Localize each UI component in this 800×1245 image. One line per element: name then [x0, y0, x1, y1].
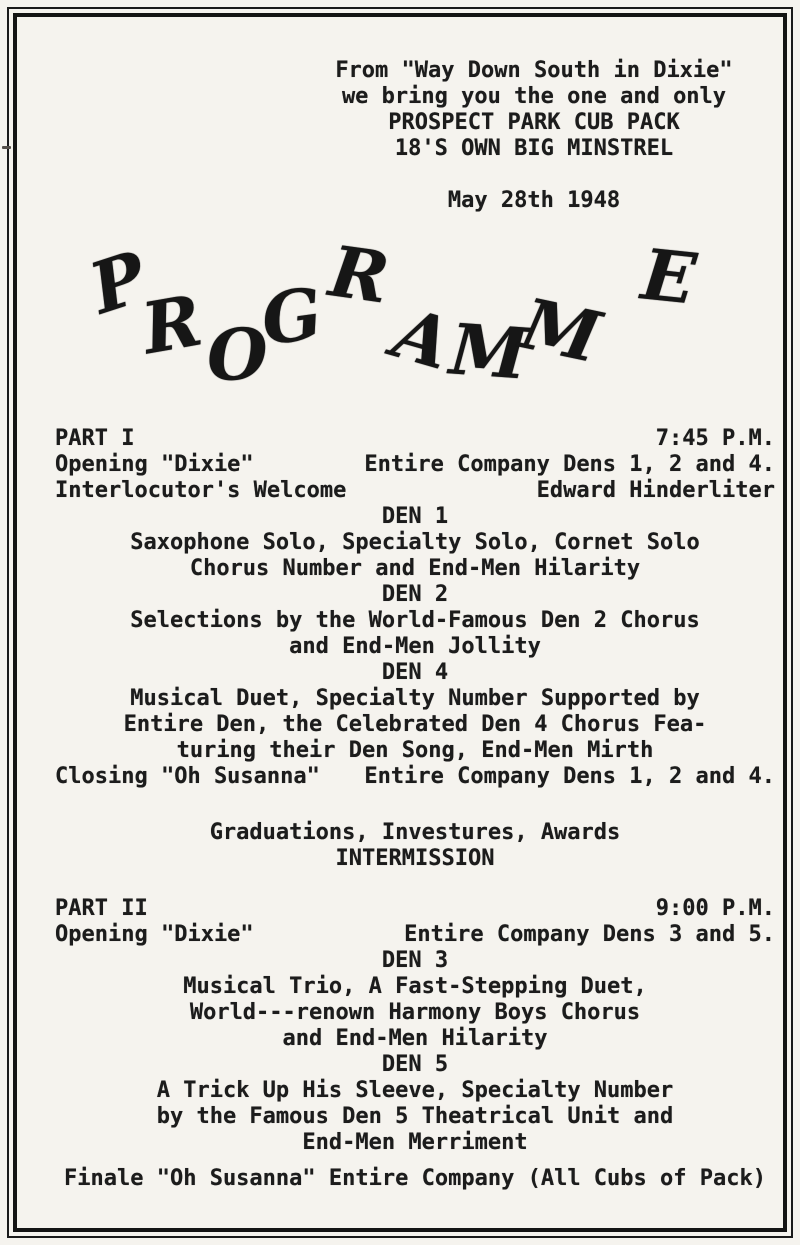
part2-opening-row [55, 922, 775, 948]
part1-closing-performers: Entire Company Dens 1, 2 and 4. [364, 764, 775, 789]
part2-den3-line-3: and End-Men Hilarity [282, 1026, 548, 1051]
interlocutor-act: Interlocutor's Welcome [55, 478, 347, 503]
interlocutor-performer: Edward Hinderliter [536, 478, 775, 503]
intermission-heading: INTERMISSION [335, 846, 495, 871]
part1-den4-line-2: Entire Den, the Celebrated Den 4 Chorus Fea- [123, 712, 707, 737]
part2-den5-line-3: End-Men Merriment [302, 1130, 528, 1155]
header-line-3: PROSPECT PARK CUB PACK [388, 110, 680, 135]
part2-label: PART II [55, 896, 148, 921]
part2-den3-line-2: World---renown Harmony Boys Chorus [189, 1000, 641, 1025]
part1-closing-act: Closing "Oh Susanna" [55, 764, 320, 789]
part1-den4-line-1: Musical Duet, Specialty Number Supported by [130, 686, 700, 711]
title-letter-m1: M [447, 307, 531, 396]
part2-den5-line-2: by the Famous Den 5 Theatrical Unit and [156, 1104, 674, 1129]
part1-opening-act: Opening "Dixie" [55, 452, 254, 477]
header-line-2: we bring you the one and only [341, 84, 727, 109]
part1-label: PART I [55, 426, 135, 451]
part2-opening-performers: Entire Company Dens 3 and 5. [404, 922, 775, 947]
part1-den2-line-2: and End-Men Jollity [289, 634, 541, 659]
title-letter-o: O [204, 311, 271, 398]
title-letter-r2: R [324, 229, 394, 320]
part2-den5-heading: DEN 5 [381, 1052, 449, 1077]
programme-title [40, 229, 770, 412]
header-block [318, 58, 750, 214]
part1-den4-heading: DEN 4 [381, 660, 449, 685]
header-line-1: From "Way Down South in Dixie" [335, 58, 733, 83]
part1-den4-line-3: turing their Den Song, End-Men Mirth [176, 738, 654, 763]
part1-den2-line-1: Selections by the World-Famous Den 2 Chorus [130, 608, 700, 633]
part1-opening-row [55, 452, 775, 478]
part1-opening-performers: Entire Company Dens 1, 2 and 4. [364, 452, 775, 477]
part2-time: 9:00 P.M. [655, 896, 775, 921]
part2-den5-line-1: A Trick Up His Sleeve, Specialty Number [156, 1078, 674, 1103]
title-letter-g: G [256, 271, 328, 362]
part1-den1-line-1: Saxophone Solo, Specialty Solo, Cornet Solo [130, 530, 700, 555]
title-letter-e: E [637, 232, 700, 321]
awards-line: Graduations, Investures, Awards [209, 820, 621, 845]
part2-block [55, 896, 775, 1192]
part1-den2-heading: DEN 2 [381, 582, 449, 607]
title-letter-m2: M [514, 281, 608, 380]
scan-artifact-mark [2, 146, 11, 149]
part2-den3-heading: DEN 3 [381, 948, 449, 973]
part1-interlocutor-row [55, 478, 775, 504]
part1-closing-row [55, 764, 775, 790]
intermission-block [55, 820, 775, 872]
part2-opening-act: Opening "Dixie" [55, 922, 254, 947]
title-letter-r1: R [136, 278, 208, 371]
part1-heading-row [55, 426, 775, 452]
part1-den1-line-2: Chorus Number and End-Men Hilarity [189, 556, 641, 581]
finale-line: Finale "Oh Susanna" Entire Company (All Cubs of Pack) [64, 1166, 766, 1191]
part1-den1-heading: DEN 1 [381, 504, 449, 529]
part2-heading-row [55, 896, 775, 922]
header-line-4: 18'S OWN BIG MINSTREL [394, 136, 674, 161]
event-date: May 28th 1948 [447, 188, 621, 213]
title-letter-p1: P [80, 234, 157, 331]
programme-body [55, 426, 775, 1192]
part1-time: 7:45 P.M. [655, 426, 775, 451]
title-letter-a: A [384, 291, 460, 386]
part2-den3-line-1: Musical Trio, A Fast-Stepping Duet, [183, 974, 647, 999]
